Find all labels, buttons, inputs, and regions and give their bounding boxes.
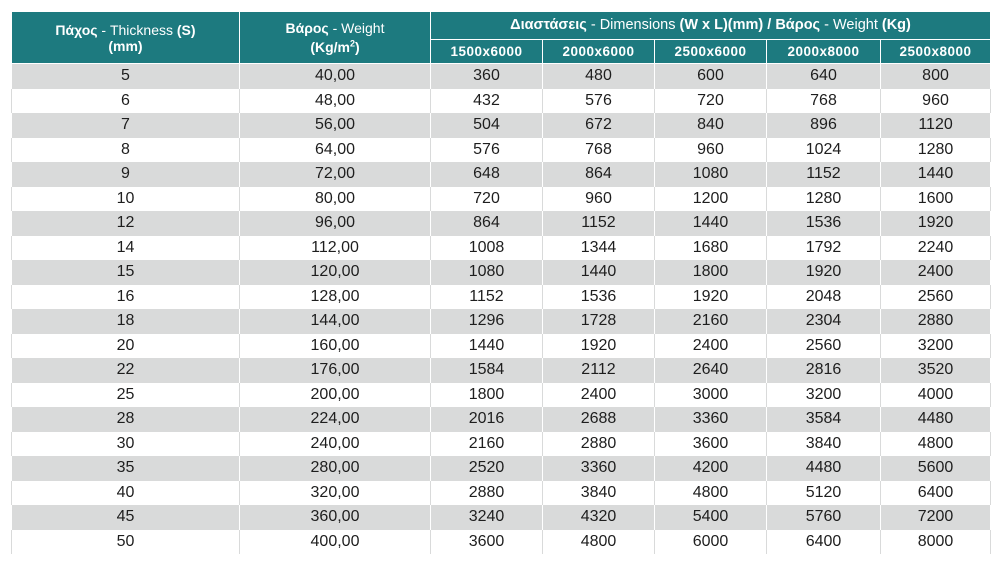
header-size-col: 2000x8000 — [767, 39, 881, 63]
weight-2000x8000-cell: 1280 — [767, 187, 881, 212]
weight-2000x6000-cell: 4320 — [543, 505, 655, 530]
thickness-cell: 35 — [12, 456, 240, 481]
weight-2500x8000-cell: 6400 — [881, 481, 991, 506]
weight-2000x6000-cell: 480 — [543, 64, 655, 89]
weight-cell: 48,00 — [240, 89, 431, 114]
weight-cell: 280,00 — [240, 456, 431, 481]
weight-2500x8000-cell: 800 — [881, 64, 991, 89]
weight-2000x6000-cell: 1920 — [543, 334, 655, 359]
thickness-cell: 8 — [12, 138, 240, 163]
thickness-cell: 20 — [12, 334, 240, 359]
weight-2000x6000-cell: 2400 — [543, 383, 655, 408]
header-dimensions-wl: (W x L)(mm) / Βάρος — [679, 17, 821, 34]
weight-1500x6000-cell: 1152 — [431, 285, 543, 310]
weight-unit-pre: (Kg/m — [310, 39, 350, 56]
header-size-col: 1500x6000 — [431, 39, 543, 63]
header-dimensions-english: - Dimensions — [586, 17, 680, 34]
weight-2500x8000-cell: 4480 — [881, 407, 991, 432]
table-row — [12, 260, 991, 285]
weight-unit-sup: 2 — [349, 38, 355, 49]
weight-1500x6000-cell: 3240 — [431, 505, 543, 530]
weight-2500x8000-cell: 3520 — [881, 358, 991, 383]
thickness-weight-table — [11, 11, 991, 554]
weight-1500x6000-cell: 864 — [431, 211, 543, 236]
weight-1500x6000-cell: 1800 — [431, 383, 543, 408]
thickness-cell: 45 — [12, 505, 240, 530]
weight-2500x6000-cell: 600 — [655, 64, 767, 89]
weight-2000x8000-cell: 1152 — [767, 162, 881, 187]
table-row — [12, 285, 991, 310]
table-row — [12, 432, 991, 457]
weight-cell: 360,00 — [240, 505, 431, 530]
weight-1500x6000-cell: 648 — [431, 162, 543, 187]
weight-cell: 64,00 — [240, 138, 431, 163]
weight-2500x6000-cell: 2160 — [655, 309, 767, 334]
weight-2500x6000-cell: 1440 — [655, 211, 767, 236]
weight-cell: 120,00 — [240, 260, 431, 285]
weight-2000x8000-cell: 5120 — [767, 481, 881, 506]
thickness-cell: 12 — [12, 211, 240, 236]
weight-cell: 200,00 — [240, 383, 431, 408]
table-row — [12, 187, 991, 212]
weight-2500x6000-cell: 3360 — [655, 407, 767, 432]
table-row — [12, 383, 991, 408]
weight-2000x8000-cell: 1792 — [767, 236, 881, 261]
thickness-cell: 7 — [12, 113, 240, 138]
weight-2000x8000-cell: 2304 — [767, 309, 881, 334]
weight-2000x6000-cell: 960 — [543, 187, 655, 212]
weight-2000x8000-cell: 1536 — [767, 211, 881, 236]
table-row — [12, 358, 991, 383]
thickness-cell: 10 — [12, 187, 240, 212]
table-row — [12, 505, 991, 530]
weight-2000x8000-cell: 2560 — [767, 334, 881, 359]
table-row — [12, 456, 991, 481]
weight-1500x6000-cell: 2016 — [431, 407, 543, 432]
weight-2000x8000-cell: 4480 — [767, 456, 881, 481]
weight-2500x6000-cell: 840 — [655, 113, 767, 138]
weight-2500x6000-cell: 6000 — [655, 530, 767, 555]
weight-2500x6000-cell: 720 — [655, 89, 767, 114]
weight-2000x8000-cell: 3840 — [767, 432, 881, 457]
weight-1500x6000-cell: 1080 — [431, 260, 543, 285]
weight-2000x6000-cell: 864 — [543, 162, 655, 187]
header-weight-unit — [310, 39, 359, 55]
weight-cell: 224,00 — [240, 407, 431, 432]
weight-2000x8000-cell: 6400 — [767, 530, 881, 555]
weight-2500x8000-cell: 5600 — [881, 456, 991, 481]
weight-2000x6000-cell: 576 — [543, 89, 655, 114]
table-row — [12, 211, 991, 236]
weight-cell: 72,00 — [240, 162, 431, 187]
table-body — [12, 64, 991, 555]
thickness-cell: 40 — [12, 481, 240, 506]
weight-cell: 176,00 — [240, 358, 431, 383]
weight-2000x6000-cell: 3840 — [543, 481, 655, 506]
weight-2000x8000-cell: 3200 — [767, 383, 881, 408]
table-row — [12, 481, 991, 506]
weight-2500x8000-cell: 2400 — [881, 260, 991, 285]
weight-cell: 320,00 — [240, 481, 431, 506]
weight-cell: 144,00 — [240, 309, 431, 334]
weight-2500x6000-cell: 3600 — [655, 432, 767, 457]
weight-unit-post: ) — [355, 39, 360, 56]
weight-2000x8000-cell: 2048 — [767, 285, 881, 310]
weight-1500x6000-cell: 720 — [431, 187, 543, 212]
header-size-col: 2000x6000 — [543, 39, 655, 63]
thickness-cell: 16 — [12, 285, 240, 310]
weight-2500x6000-cell: 1800 — [655, 260, 767, 285]
thickness-cell: 9 — [12, 162, 240, 187]
thickness-cell: 22 — [12, 358, 240, 383]
weight-2000x6000-cell: 768 — [543, 138, 655, 163]
table-row — [12, 89, 991, 114]
weight-2500x6000-cell: 2400 — [655, 334, 767, 359]
header-weight — [240, 12, 431, 64]
weight-1500x6000-cell: 1008 — [431, 236, 543, 261]
weight-2000x6000-cell: 2112 — [543, 358, 655, 383]
weight-2500x8000-cell: 1600 — [881, 187, 991, 212]
header-thickness — [12, 12, 240, 64]
weight-2500x8000-cell: 7200 — [881, 505, 991, 530]
spec-table-container — [11, 11, 990, 554]
weight-cell: 56,00 — [240, 113, 431, 138]
header-thickness-symbol: (S) — [176, 21, 196, 38]
thickness-cell: 25 — [12, 383, 240, 408]
table-row — [12, 334, 991, 359]
weight-1500x6000-cell: 2880 — [431, 481, 543, 506]
weight-1500x6000-cell: 576 — [431, 138, 543, 163]
weight-2000x8000-cell: 2816 — [767, 358, 881, 383]
weight-cell: 112,00 — [240, 236, 431, 261]
weight-2500x6000-cell: 4800 — [655, 481, 767, 506]
weight-2000x6000-cell: 1728 — [543, 309, 655, 334]
weight-1500x6000-cell: 1440 — [431, 334, 543, 359]
weight-2000x6000-cell: 1152 — [543, 211, 655, 236]
weight-cell: 160,00 — [240, 334, 431, 359]
weight-2000x8000-cell: 5760 — [767, 505, 881, 530]
weight-2500x6000-cell: 1920 — [655, 285, 767, 310]
weight-2500x8000-cell: 1920 — [881, 211, 991, 236]
weight-cell: 80,00 — [240, 187, 431, 212]
table-row — [12, 113, 991, 138]
thickness-cell: 30 — [12, 432, 240, 457]
weight-2500x6000-cell: 3000 — [655, 383, 767, 408]
table-row — [12, 162, 991, 187]
weight-2500x8000-cell: 1440 — [881, 162, 991, 187]
thickness-cell: 6 — [12, 89, 240, 114]
weight-2000x8000-cell: 1920 — [767, 260, 881, 285]
header-dimensions-weight: - Weight — [820, 17, 882, 34]
weight-2000x8000-cell: 1024 — [767, 138, 881, 163]
weight-2000x8000-cell: 768 — [767, 89, 881, 114]
header-weight-english: - Weight — [328, 19, 385, 36]
thickness-cell: 14 — [12, 236, 240, 261]
weight-cell: 96,00 — [240, 211, 431, 236]
weight-cell: 240,00 — [240, 432, 431, 457]
thickness-cell: 18 — [12, 309, 240, 334]
header-dimensions-greek: Διαστάσεις — [510, 17, 587, 34]
weight-2500x8000-cell: 4000 — [881, 383, 991, 408]
table-row — [12, 236, 991, 261]
weight-2500x6000-cell: 5400 — [655, 505, 767, 530]
weight-2500x6000-cell: 4200 — [655, 456, 767, 481]
weight-2000x6000-cell: 1344 — [543, 236, 655, 261]
weight-2500x8000-cell: 960 — [881, 89, 991, 114]
weight-2500x8000-cell: 4800 — [881, 432, 991, 457]
weight-2500x6000-cell: 2640 — [655, 358, 767, 383]
weight-2000x8000-cell: 896 — [767, 113, 881, 138]
weight-2000x6000-cell: 2688 — [543, 407, 655, 432]
weight-2000x6000-cell: 4800 — [543, 530, 655, 555]
weight-2500x8000-cell: 2880 — [881, 309, 991, 334]
weight-2500x8000-cell: 2240 — [881, 236, 991, 261]
weight-2000x8000-cell: 640 — [767, 64, 881, 89]
weight-cell: 400,00 — [240, 530, 431, 555]
table-row — [12, 309, 991, 334]
weight-2000x8000-cell: 3584 — [767, 407, 881, 432]
weight-2500x8000-cell: 8000 — [881, 530, 991, 555]
thickness-cell: 50 — [12, 530, 240, 555]
table-row — [12, 138, 991, 163]
weight-2500x6000-cell: 960 — [655, 138, 767, 163]
weight-cell: 40,00 — [240, 64, 431, 89]
weight-2000x6000-cell: 672 — [543, 113, 655, 138]
header-thickness-greek: Πάχος — [55, 21, 98, 38]
weight-2500x8000-cell: 2560 — [881, 285, 991, 310]
weight-2500x8000-cell: 1280 — [881, 138, 991, 163]
header-weight-greek: Βάρος — [285, 19, 329, 36]
header-dimensions-unit: (Kg) — [881, 17, 911, 34]
weight-1500x6000-cell: 504 — [431, 113, 543, 138]
table-row — [12, 64, 991, 89]
header-dimensions-group — [431, 12, 991, 40]
weight-2000x6000-cell: 1440 — [543, 260, 655, 285]
weight-1500x6000-cell: 432 — [431, 89, 543, 114]
header-thickness-unit: (mm) — [108, 37, 143, 54]
thickness-cell: 15 — [12, 260, 240, 285]
weight-2500x6000-cell: 1200 — [655, 187, 767, 212]
weight-1500x6000-cell: 360 — [431, 64, 543, 89]
weight-2500x8000-cell: 1120 — [881, 113, 991, 138]
header-thickness-english: - Thickness — [97, 21, 177, 38]
thickness-cell: 5 — [12, 64, 240, 89]
table-row — [12, 407, 991, 432]
table-row — [12, 530, 991, 555]
weight-cell: 128,00 — [240, 285, 431, 310]
thickness-cell: 28 — [12, 407, 240, 432]
weight-1500x6000-cell: 1296 — [431, 309, 543, 334]
weight-1500x6000-cell: 1584 — [431, 358, 543, 383]
weight-1500x6000-cell: 3600 — [431, 530, 543, 555]
header-size-col: 2500x8000 — [881, 39, 991, 63]
weight-2500x6000-cell: 1680 — [655, 236, 767, 261]
weight-2500x6000-cell: 1080 — [655, 162, 767, 187]
weight-1500x6000-cell: 2520 — [431, 456, 543, 481]
weight-2500x8000-cell: 3200 — [881, 334, 991, 359]
weight-1500x6000-cell: 2160 — [431, 432, 543, 457]
table-header — [12, 12, 991, 64]
weight-2000x6000-cell: 1536 — [543, 285, 655, 310]
header-size-col: 2500x6000 — [655, 39, 767, 63]
weight-2000x6000-cell: 2880 — [543, 432, 655, 457]
weight-2000x6000-cell: 3360 — [543, 456, 655, 481]
